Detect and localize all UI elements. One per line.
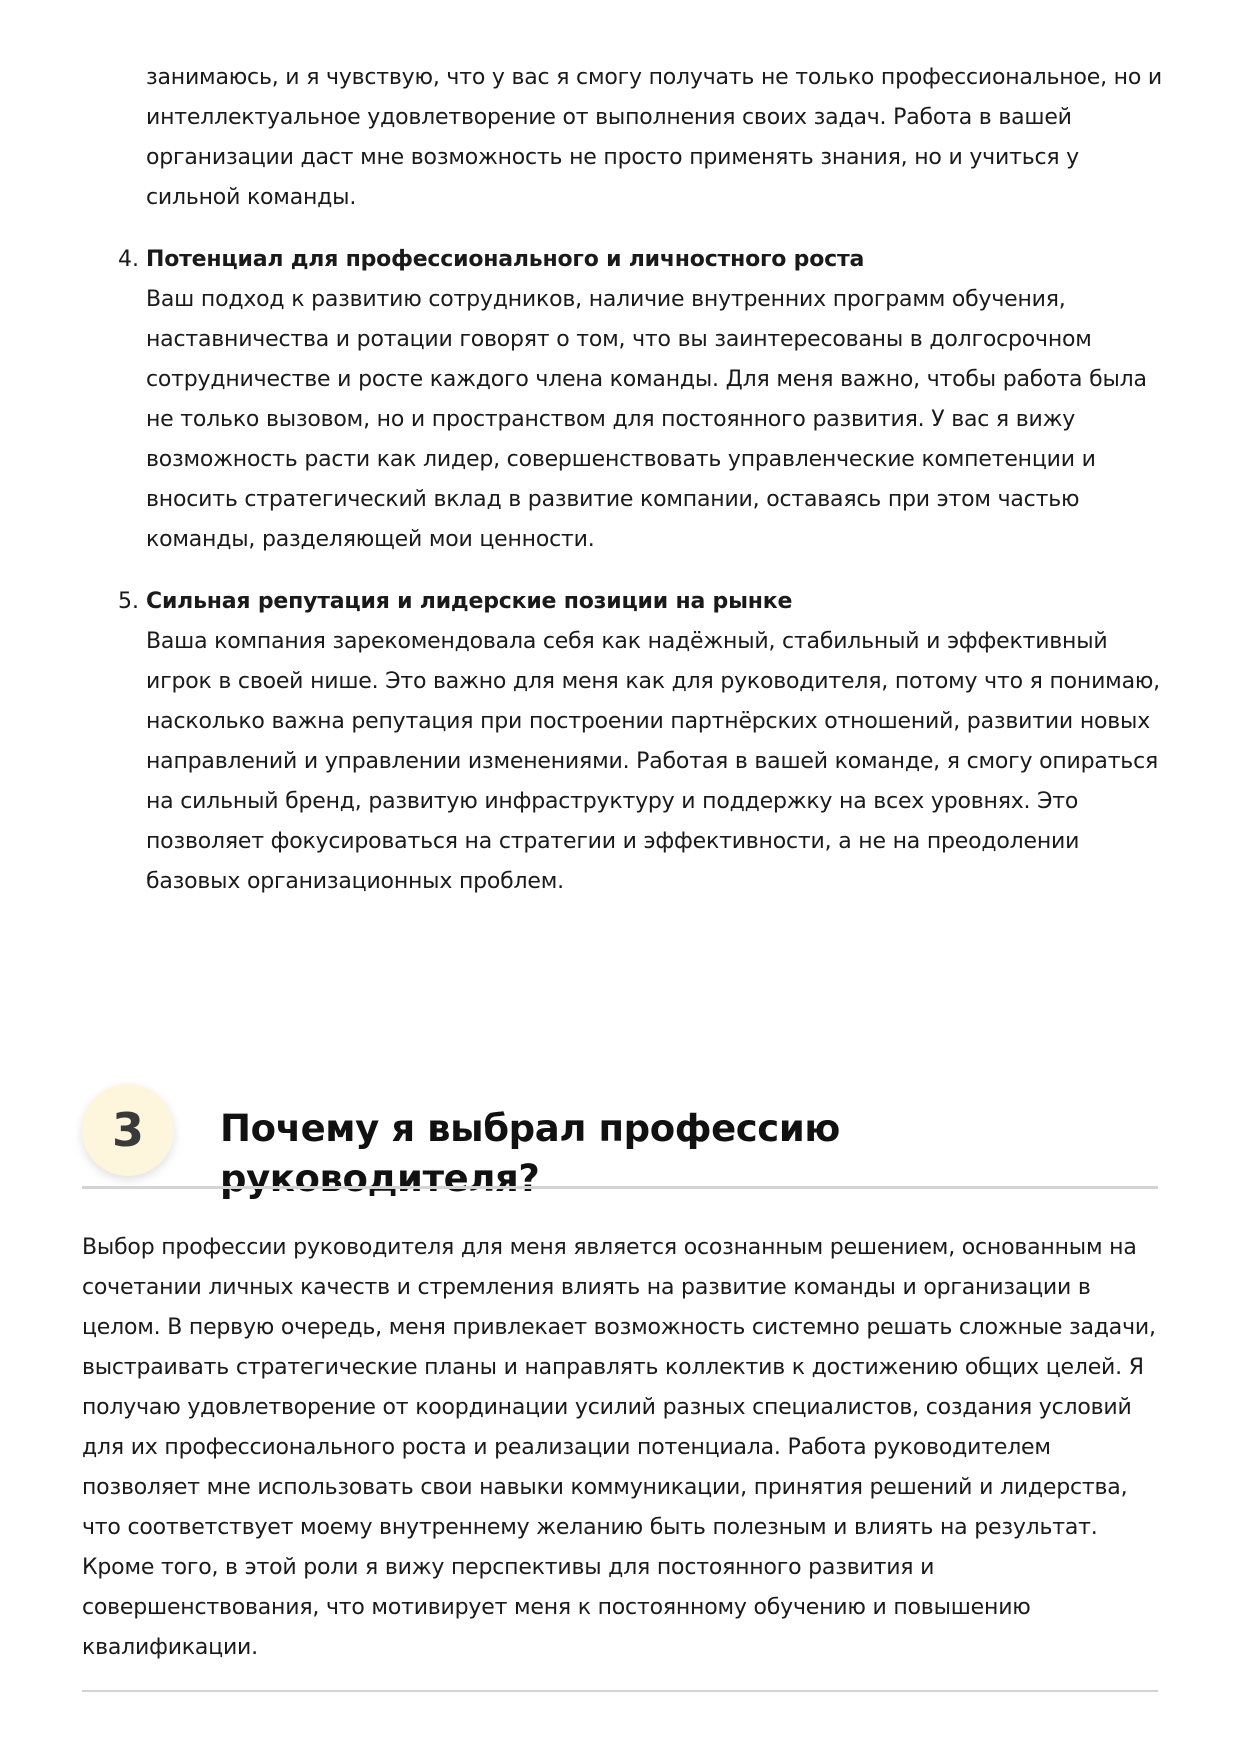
bottom-divider xyxy=(82,1690,1158,1692)
list-item-title: Потенциал для профессионального и личностного роста xyxy=(146,247,865,272)
section-body-paragraph: Выбор профессии руководителя для меня является осознанным решением, основанным на сочетании личных качеств и стремления влиять на развитие команды и организации в целом. В первую очередь, меня привлекает возможность системно решать сложные задачи, выстраивать стратегические планы и направлять коллектив к достижению общих целей. Я получаю удовлетворение от координации усилий разных специалистов, создания условий для их профессионального роста и реализации потенциала. Работа руководителем позволяет мне использовать свои навыки коммуникации, принятия решений и лидерства, что соответствует моему внутреннему желанию быть полезным и влиять на результат. Кроме того, в этой роли я вижу перспективы для постоянного развития и совершенствования, что мотивирует меня к постоянному обучению и повышению квалификации. xyxy=(82,1235,1156,1660)
list-item-text: Ваша компания зарекомендовала себя как надёжный, стабильный и эффективный игрок в своей нише. Это важно для меня как для руководителя, потому что я понимаю, насколько важна репутация при построении партнёрских отношений, развитии новых направлений и управлении изменениями. Работая в вашей команде, я смогу опираться на сильный бренд, развитую инфраструктуру и поддержку на всех уровнях. Это позволяет фокусироваться на стратегии и эффективности, а не на преодолении базовых организационных проблем. xyxy=(146,629,1160,894)
list-item xyxy=(118,240,1168,560)
list-item-text: Ваш подход к развитию сотрудников, наличие внутренних программ обучения, наставничества и ротации говорят о том, что вы заинтересованы в долгосрочном сотрудничестве и росте каждого члена команды. Для меня важно, чтобы работа была не только вызовом, но и пространством для постоянного развития. У вас я вижу возможность расти как лидер, совершенствовать управленческие компетенции и вносить стратегический вклад в развитие компании, оставаясь при этом частью команды, разделяющей мои ценности. xyxy=(146,287,1147,552)
list-item-number: 5. xyxy=(118,589,139,614)
list-item xyxy=(118,582,1168,902)
section-header xyxy=(82,1084,1162,1200)
section-title: Почему я выбрал профессию руководителя? xyxy=(220,1107,840,1200)
section-divider xyxy=(82,1186,1158,1189)
section-number-badge: 3 xyxy=(82,1084,174,1176)
continuation-paragraph: занимаюсь, и я чувствую, что у вас я смогу получать не только профессиональное, но и интеллектуальное удовлетворение от выполнения своих задач. Работа в вашей организации даст мне возможность не просто применять знания, но и учиться у сильной команды. xyxy=(146,65,1163,210)
list-item-number: 4. xyxy=(118,247,139,272)
list-item-title: Сильная репутация и лидерские позиции на рынке xyxy=(146,589,793,614)
reasons-list xyxy=(118,58,1168,902)
